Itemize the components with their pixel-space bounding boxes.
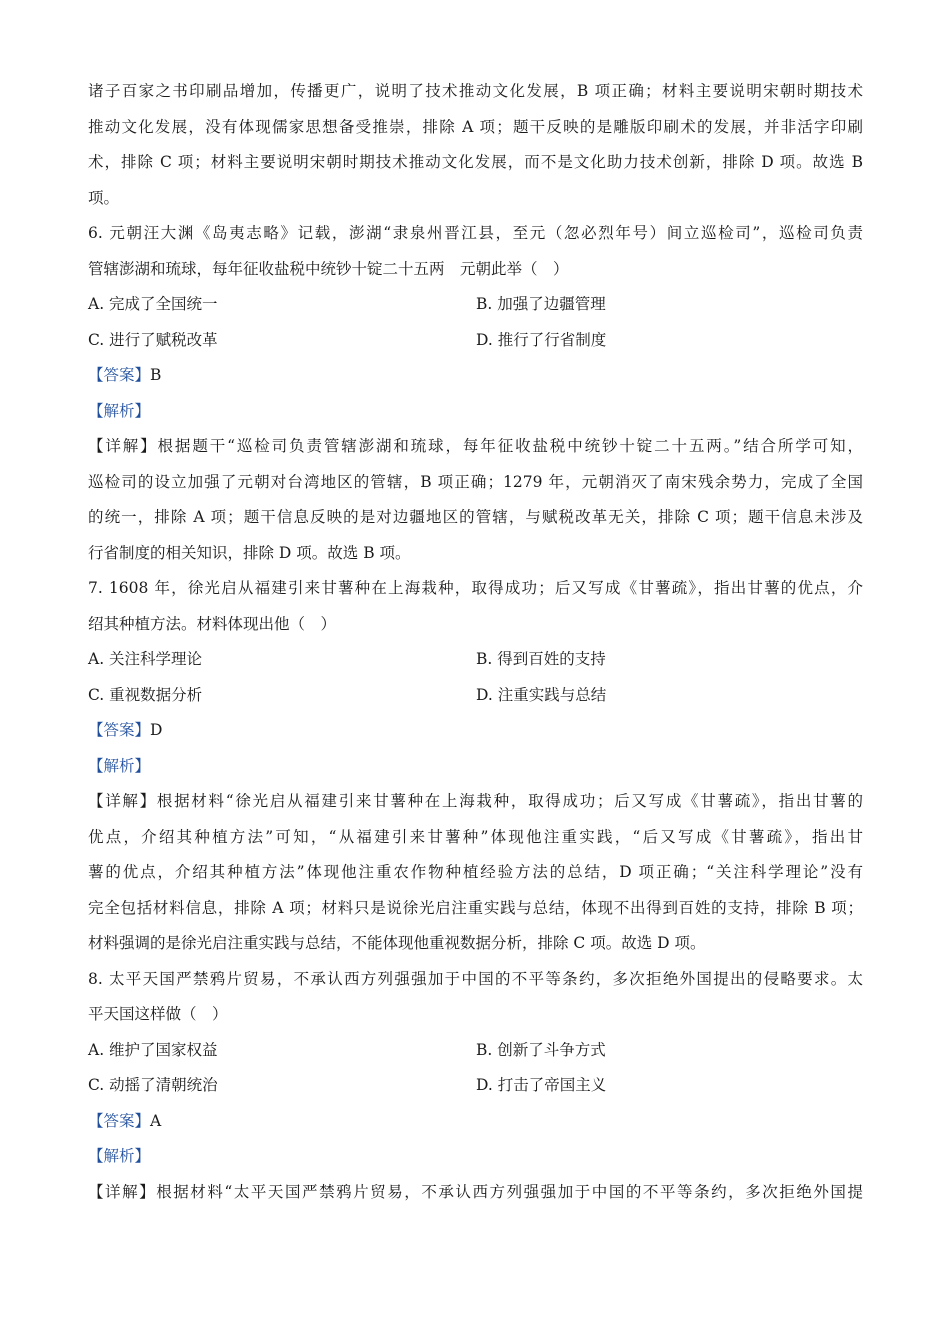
option-c: C. 进行了赋税改革 — [88, 330, 218, 349]
question-8 — [88, 962, 863, 1211]
analysis-tag: 【解析】 — [88, 756, 151, 775]
answer-tag: 【答案】 — [88, 721, 151, 739]
detail-line — [88, 1175, 863, 1211]
answer-value: A — [150, 1111, 162, 1130]
text-line: 项。 — [88, 188, 120, 207]
detail-text: 根据题干“巡检司负责管辖澎湖和琉球，每年征收盐税中统钞十锭二十五两。”结合所学可知， — [157, 437, 863, 455]
text-line: 推动文化发展，没有体现儒家思想备受推崇，排除 A 项；题干反映的是雕版印刷术的发展，并非活字印刷 — [88, 117, 863, 136]
options-row — [88, 287, 863, 323]
detail-tag: 【详解】 — [88, 437, 158, 455]
options-row — [88, 1068, 863, 1104]
question-stem-line: 6. 元朝汪大渊《岛夷志略》记载，澎湖“隶泉州晋江县，至元（忽必烈年号）间立巡检司”，巡检司负责 — [88, 224, 863, 242]
text-line: 术，排除 C 项；材料主要说明宋朝时期技术推动文化发展，而不是文化助力技术创新，排除 D 项。故选 B — [88, 153, 863, 171]
detail-tag: 【详解】 — [88, 1182, 157, 1201]
question-7 — [88, 571, 863, 962]
option-c: C. 动摇了清朝统治 — [88, 1076, 218, 1094]
detail-text: 根据材料“太平天国严禁鸦片贸易，不承认西方列强强加于中国的不平等条约，多次拒绝外国提 — [156, 1182, 863, 1201]
detail-line: 材料强调的是徐光启注重实践与总结，不能体现他重视数据分析，排除 C 项。故选 D 项。 — [88, 934, 706, 952]
option-d: D. 推行了行省制度 — [476, 330, 607, 349]
option-c: C. 重视数据分析 — [88, 685, 203, 704]
option-a: A. 维护了国家权益 — [88, 1040, 218, 1059]
detail-text: 根据材料“徐光启从福建引来甘薯种在上海栽种，取得成功；后又写成《甘薯疏》，指出甘薯的 — [156, 792, 863, 810]
detail-line: 的统一，排除 A 项；题干信息反映的是对边疆地区的管辖，与赋税改革无关，排除 C 项；题干信息未涉及 — [88, 508, 863, 526]
detail-line: 优点，介绍其种植方法”可知，“从福建引来甘薯种”体现他注重实践，“后又写成《甘薯疏》，指出甘 — [88, 827, 863, 846]
answer-line — [88, 713, 863, 749]
detail-line: 行省制度的相关知识，排除 D 项。故选 B 项。 — [88, 543, 411, 562]
option-b: B. 得到百姓的支持 — [476, 650, 606, 668]
detail-line — [88, 784, 863, 820]
option-b: B. 创新了斗争方式 — [476, 1040, 606, 1059]
option-b: B. 加强了边疆管理 — [476, 295, 606, 313]
question-stem-line: 8. 太平天国严禁鸦片贸易，不承认西方列强强加于中国的不平等条约，多次拒绝外国提出的侵略要求。太 — [88, 969, 863, 988]
detail-line — [88, 429, 863, 465]
answer-tag: 【答案】 — [88, 366, 151, 384]
question-stem-line: 绍其种植方法。材料体现出他（ ） — [88, 614, 337, 633]
option-a: A. 关注科学理论 — [88, 650, 203, 668]
answer-value: B — [150, 366, 162, 384]
options-row — [88, 678, 863, 714]
option-a: A. 完成了全国统一 — [88, 295, 218, 313]
answer-tag: 【答案】 — [88, 1111, 151, 1130]
option-d: D. 注重实践与总结 — [476, 685, 607, 704]
detail-tag: 【详解】 — [88, 792, 157, 810]
question-6 — [88, 216, 863, 571]
q5-analysis-continuation — [88, 74, 863, 216]
options-row — [88, 323, 863, 359]
detail-line: 薯的优点，介绍其种植方法”体现他注重农作物种植经验方法的总结，D 项正确；“关注科学理论”没有 — [88, 863, 863, 881]
detail-line: 完全包括材料信息，排除 A 项；材料只是说徐光启注重实践与总结，体现不出得到百姓的支持，排除 B 项； — [88, 898, 863, 917]
question-stem-line: 7. 1608 年，徐光启从福建引来甘薯种在上海栽种，取得成功；后又写成《甘薯疏》，指出甘薯的优点，介 — [88, 579, 863, 597]
analysis-tag: 【解析】 — [88, 1147, 151, 1165]
analysis-tag: 【解析】 — [88, 401, 151, 420]
option-d: D. 打击了帝国主义 — [476, 1076, 607, 1094]
document-page — [88, 74, 863, 1210]
detail-line: 巡检司的设立加强了元朝对台湾地区的管辖，B 项正确；1279 年，元朝消灭了南宋残余势力，完成了全国 — [88, 472, 863, 491]
text-line: 诸子百家之书印刷品增加，传播更广，说明了技术推动文化发展，B 项正确；材料主要说明宋朝时期技术 — [88, 82, 863, 100]
answer-line — [88, 1104, 863, 1140]
options-row — [88, 642, 863, 678]
options-row — [88, 1033, 863, 1069]
question-stem-line: 管辖澎湖和琉球，每年征收盐税中统钞十锭二十五两 元朝此举（ ） — [88, 259, 569, 278]
question-stem-line: 平天国这样做（ ） — [88, 1005, 228, 1023]
answer-line — [88, 358, 863, 394]
answer-value: D — [150, 721, 163, 739]
